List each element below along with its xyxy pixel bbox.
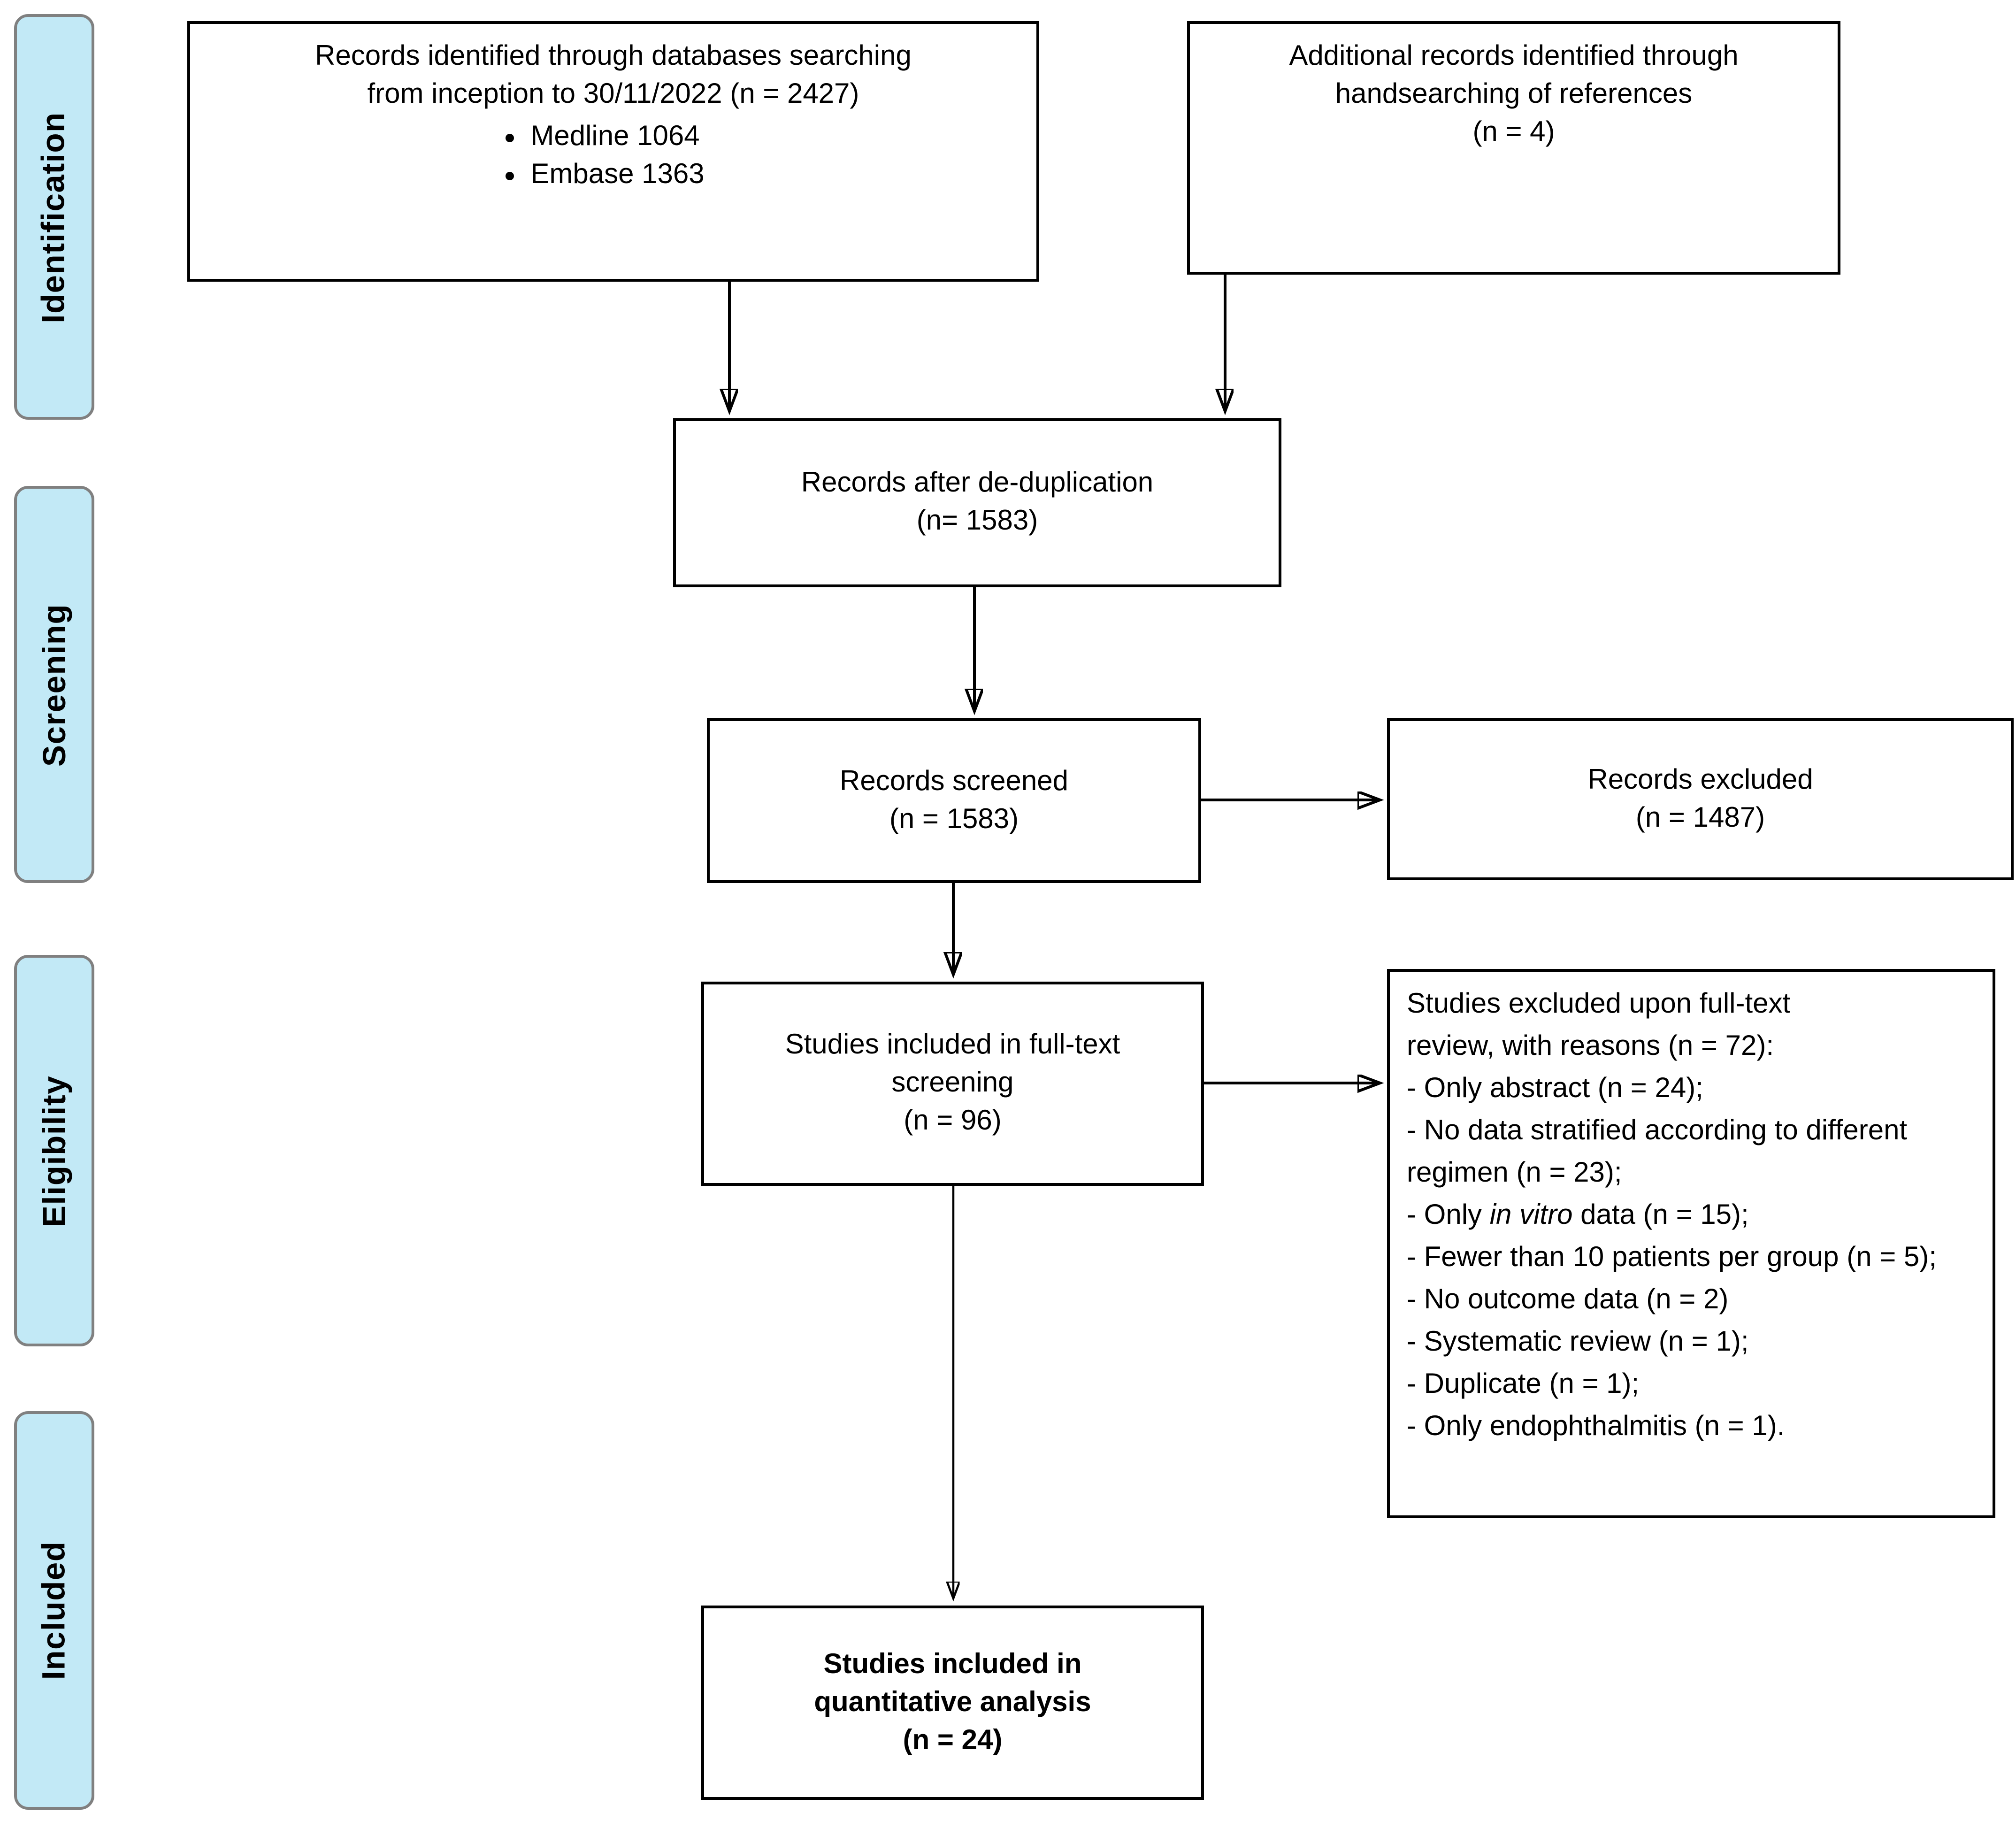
box-text [1587,761,1813,838]
exclusion-reason: - Systematic review (n = 1); [1407,1327,1749,1358]
box-text-line: Records identified through databases searching [315,41,912,72]
box-text-line: from inception to 30/11/2022 (n = 2427) [367,79,859,110]
stage-label-included [14,1411,94,1810]
stage-label-identification [14,14,94,420]
box-text [785,1027,1120,1141]
exclusion-reason: - Only endophthalmitis (n = 1). [1407,1411,1785,1442]
exclusion-title [1407,983,1976,1068]
exclusion-reason-list [1407,1068,1976,1448]
box-included-quantitative [701,1606,1204,1800]
box-text-line: Records screened [840,765,1068,797]
exclusion-reason: - Only abstract (n = 24); [1407,1073,1703,1104]
box-text [1289,38,1738,152]
database-bullet: • Medline 1064 [530,118,704,156]
box-records-identified [187,21,1039,282]
box-text-line: (n = 1583) [889,803,1019,835]
stage-label-text: Eligibility [35,1075,72,1227]
stage-label-text: Identification [35,111,72,323]
box-text-line: Records after de-duplication [801,468,1154,499]
box-text [315,38,912,114]
box-text-line: (n= 1583) [916,506,1038,537]
exclusion-reason: - No outcome data (n = 2) [1407,1284,1729,1315]
box-records-screened [707,718,1201,883]
box-text-line: screening [891,1068,1014,1099]
box-text-line: (n = 24) [903,1724,1003,1756]
box-text-line: (n = 96) [904,1106,1002,1137]
stage-label-eligibility [14,955,94,1346]
stage-label-text: Included [35,1541,72,1680]
box-records-deduplicated [673,418,1281,587]
stage-label-text: Screening [35,603,72,766]
exclusion-reason: - Only in vitro data (n = 15); [1407,1200,1749,1231]
box-records-excluded [1387,718,2014,880]
exclusion-title-line: Studies excluded upon full-text [1407,989,1791,1020]
box-text [801,465,1153,541]
box-additional-records [1187,21,1840,275]
box-text-line: Records excluded [1587,764,1813,795]
stage-label-screening [14,486,94,883]
exclusion-title-line: review, with reasons (n = 72): [1407,1031,1774,1062]
exclusion-reason: - Duplicate (n = 1); [1407,1369,1640,1400]
box-text-line: (n = 4) [1472,117,1555,148]
box-text [814,1646,1091,1760]
box-text [840,763,1068,839]
box-text-line: Additional records identified through [1289,41,1739,72]
exclusion-reason: - Fewer than 10 patients per group (n = 5); [1407,1242,1937,1273]
database-bullet: • Embase 1363 [530,156,704,194]
box-fulltext-excluded-reasons [1387,969,1995,1518]
box-text-line: quantitative analysis [814,1686,1091,1718]
box-fulltext-screening [701,982,1204,1186]
box-text-line: (n = 1487) [1635,802,1765,833]
exclusion-reason: - No data stratified according to different regimen (n = 23); [1407,1115,1908,1189]
box-text-line: Studies included in [823,1648,1082,1680]
box-text-line: handsearching of references [1335,79,1693,110]
database-bullet-list [522,118,704,194]
box-text-line: Studies included in full-text [785,1030,1120,1060]
